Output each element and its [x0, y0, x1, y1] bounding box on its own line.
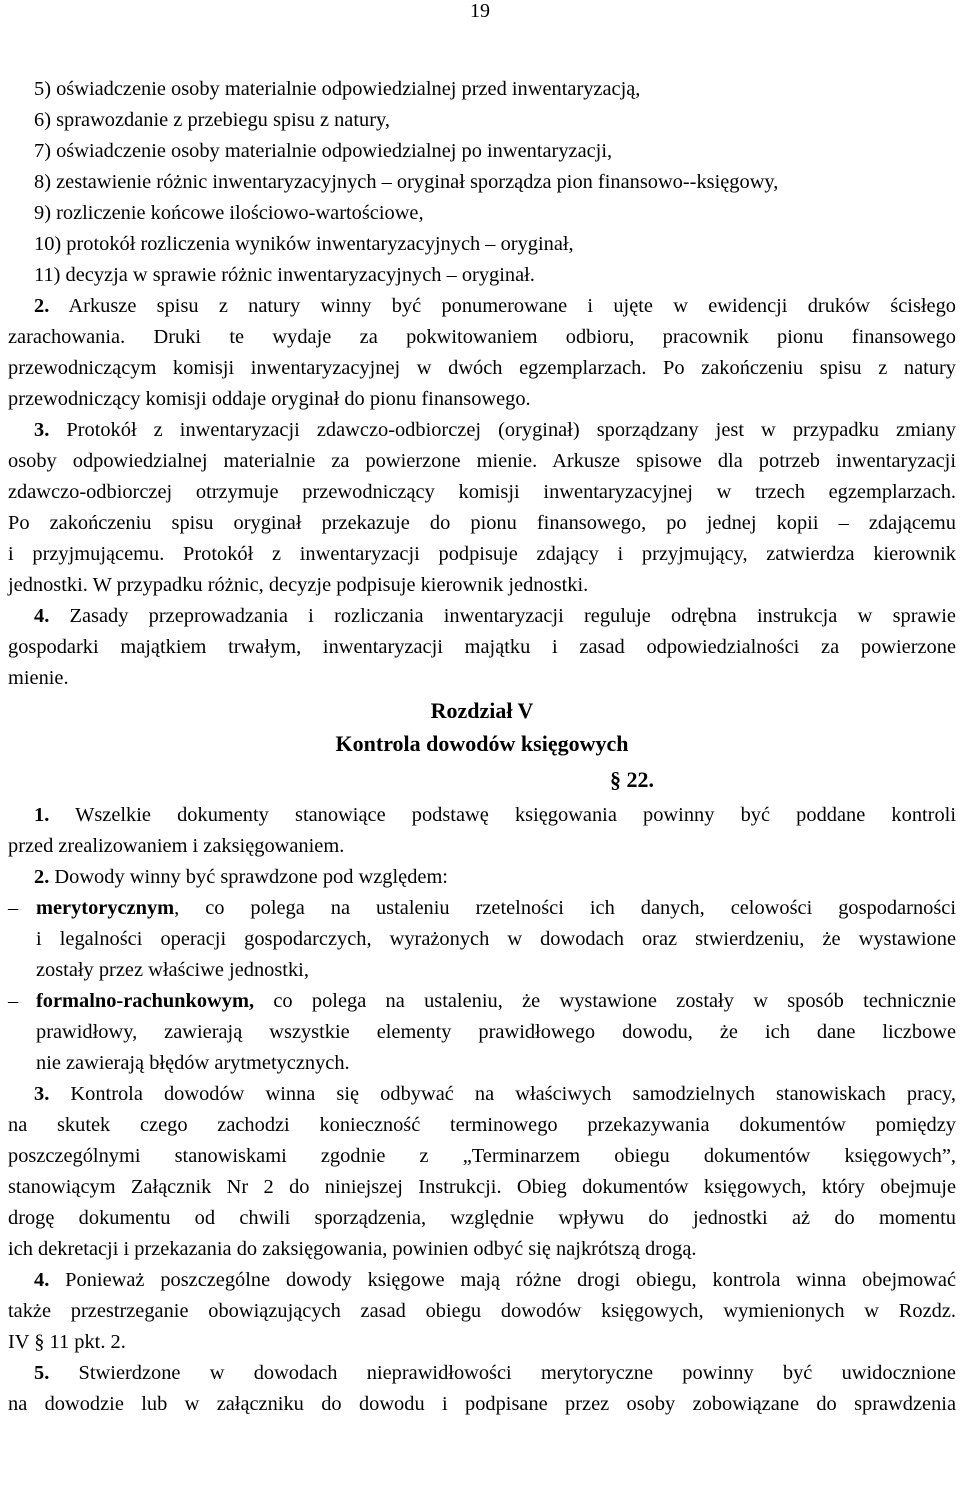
paragraph-2-line: 2. Arkusze spisu z natury winny być ponumerowane i ujęte w ewidencji druków ścisłego — [34, 295, 956, 317]
list-item: 11) decyzja w sprawie różnic inwentaryzacyjnych – oryginał. — [34, 264, 535, 286]
section-number: § 22. — [610, 767, 654, 792]
list-item: 9) rozliczenie końcowe ilościowo-wartościowe, — [34, 202, 424, 224]
section-3-line: drogę dokumentu od chwili sporządzenia, względnie wpływu do jednostki aż do momentu — [8, 1207, 956, 1229]
paragraph-3-line: osoby odpowiedzialnej materialnie za powierzone mienie. Arkusze spisowe dla potrzeb inwentaryzacji — [8, 450, 956, 472]
list-item: 6) sprawozdanie z przebiegu spisu z natury, — [34, 109, 390, 131]
paragraph-3-line: 3. Protokół z inwentaryzacji zdawczo-odbiorczej (oryginał) sporządzany jest w przypadku zmiany — [34, 419, 956, 441]
dash-bullet: – — [8, 990, 19, 1012]
document-body — [8, 74, 956, 1420]
section-3-line: 3. Kontrola dowodów winna się odbywać na właściwych samodzielnych stanowiskach pracy, — [34, 1083, 956, 1105]
section-1-line: przed zrealizowaniem i zaksięgowaniem. — [8, 835, 345, 857]
section-1-line: 1. Wszelkie dokumenty stanowiące podstawę księgowania powinny być poddane kontroli — [34, 804, 956, 826]
paragraph-3-line: jednostki. W przypadku różnic, decyzje podpisuje kierownik jednostki. — [8, 574, 589, 596]
section-3-line: poszczególnymi stanowiskami zgodnie z „Terminarzem obiegu dokumentów księgowych”, — [8, 1145, 956, 1167]
paragraph-3-line: zdawczo-odbiorczej otrzymuje przewodniczący komisji inwentaryzacyjnej w trzech egzemplarzach. — [8, 481, 956, 503]
dash-item: – formalno-rachunkowym, co polega na ustaleniu, że wystawione zostały w sposób technicznie — [8, 986, 956, 1017]
dash-item-line: zostały przez właściwe jednostki, — [36, 959, 309, 981]
paragraph-3-line: Po zakończeniu spisu oryginał przekazuje do pionu finansowego, po jednej kopii – zdającemu — [8, 512, 956, 534]
dash-item-line: nie zawierają błędów arytmetycznych. — [36, 1052, 350, 1074]
paragraph-2-line: przewodniczący komisji oddaje oryginał do pionu finansowego. — [8, 388, 531, 410]
section-5-line: 5. Stwierdzone w dowodach nieprawidłowości merytoryczne powinny być uwidocznione — [34, 1362, 956, 1384]
section-3-line: na skutek czego zachodzi konieczność terminowego przekazywania dokumentów pomiędzy — [8, 1114, 956, 1136]
page-number: 19 — [470, 0, 490, 22]
paragraph-4-line: 4. Zasady przeprowadzania i rozliczania inwentaryzacji reguluje odrębna instrukcja w sprawie — [34, 605, 956, 627]
section-4-line: IV § 11 pkt. 2. — [8, 1331, 126, 1353]
chapter-title: Rozdział V — [430, 698, 534, 723]
paragraph-2-line: przewodniczącym komisji inwentaryzacyjnej w dwóch egzemplarzach. Po zakończeniu spisu z natury — [8, 357, 956, 379]
section-4-line: także przestrzeganie obowiązujących zasad obiegu dowodów księgowych, wymienionych w Rozdz. — [8, 1300, 956, 1322]
section-3-line: stanowiącym Załącznik Nr 2 do niniejszej Instrukcji. Obieg dokumentów księgowych, który obejmuje — [8, 1176, 956, 1198]
section-5-line: na dowodzie lub w załączniku do dowodu i podpisane przez osoby zobowiązane do sprawdzenia — [8, 1393, 956, 1415]
dash-item: – merytorycznym, co polega na ustaleniu rzetelności ich danych, celowości gospodarności — [8, 893, 956, 924]
list-item: 5) oświadczenie osoby materialnie odpowiedzialnej przed inwentaryzacją, — [34, 78, 641, 100]
chapter-subtitle: Kontrola dowodów księgowych — [335, 731, 629, 756]
dash-bullet: – — [8, 897, 19, 919]
dash-item-line: prawidłowy, zawierają wszystkie elementy prawidłowego dowodu, że ich dane liczbowe — [36, 1021, 956, 1043]
section-4-line: 4. Ponieważ poszczególne dowody księgowe mają różne drogi obiegu, kontrola winna obejmować — [34, 1269, 956, 1291]
paragraph-2-line: zarachowania. Druki te wydaje za pokwitowaniem odbioru, pracownik pionu finansowego — [8, 326, 956, 348]
paragraph-4-line: gospodarki majątkiem trwałym, inwentaryzacji majątku i zasad odpowiedzialności za powierzone — [8, 636, 956, 658]
list-item: 8) zestawienie różnic inwentaryzacyjnych – oryginał sporządza pion finansowo--księgowy, — [34, 171, 779, 193]
paragraph-4-line: mienie. — [8, 667, 69, 689]
section-3-line: ich dekretacji i przekazania do zaksięgowania, powinien odbyć się najkrótszą drogą. — [8, 1238, 697, 1260]
section-2-line: 2. Dowody winny być sprawdzone pod względem: — [34, 866, 448, 888]
paragraph-3-line: i przyjmującemu. Protokół z inwentaryzacji podpisuje zdający i przyjmujący, zatwierdza kierownik — [8, 543, 956, 565]
list-item: 7) oświadczenie osoby materialnie odpowiedzialnej po inwentaryzacji, — [34, 140, 613, 162]
dash-item-line: i legalności operacji gospodarczych, wyrażonych w dowodach oraz stwierdzeniu, że wystawione — [36, 928, 956, 950]
list-item: 10) protokół rozliczenia wyników inwentaryzacyjnych – oryginał, — [34, 233, 574, 255]
